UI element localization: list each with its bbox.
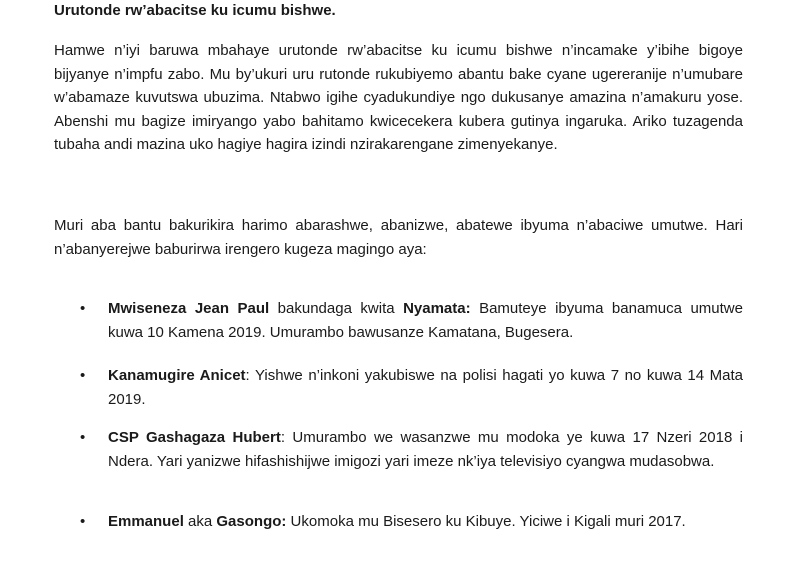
bullet-icon: • bbox=[80, 429, 86, 446]
document-heading: Urutonde rw’abacitse ku icumu bishwe. bbox=[54, 2, 336, 19]
victim-name: Emmanuel bbox=[108, 513, 184, 530]
intro-paragraph: Hamwe n’iyi baruwa mbahaye urutonde rw’abacitse ku icumu bishwe n’incamake y’ibihe bigoye bijyanye n’impfu zabo. Mu by’ukuri uru rutonde rukubiyemo abantu bake cyane ugereranije n’umubare w’abamaze kuvutswa ubuzima. Ntabwo igihe cyadukundiye ngo dukusanye amazina n’amakuru yose. Abenshi mu bagize imiryango yabo bahitamo kwicecekera kubera gutinya ingaruka. Ariko tuzagenda tubaha andi mazina uko hagiye hagira izindi nzirakarengane zimenyekanye. bbox=[54, 42, 743, 154]
victim-name-connector: aka bbox=[183, 513, 217, 530]
victim-name-connector: bakundaga kwita bbox=[269, 300, 404, 317]
victim-name: CSP Gashagaza Hubert bbox=[108, 429, 281, 446]
list-item bbox=[54, 426, 743, 473]
list-item-text bbox=[108, 364, 743, 411]
list-item-text bbox=[108, 426, 743, 473]
victim-details: Ukomoka mu Bisesero ku Kibuye. Yiciwe i Kigali muri 2017. bbox=[286, 513, 686, 530]
list-item-text bbox=[108, 510, 743, 534]
bullet-icon: • bbox=[80, 513, 86, 530]
list-item bbox=[54, 364, 743, 411]
victim-details: Bamuteye ibyuma banamuca umutwe kuwa 10 Kamena 2019. Umurambo bawusanze Kamatana, Bugesera. bbox=[108, 300, 743, 341]
list-item bbox=[54, 510, 743, 534]
list-item bbox=[54, 297, 743, 344]
victim-details: : Umurambo we wasanzwe mu modoka ye kuwa 17 Nzeri 2018 i Ndera. Yari yanizwe hifashishijwe imigozi yari imeze nk’iya televisiyo cyangwa mudasobwa. bbox=[108, 429, 743, 470]
victim-name: Kanamugire Anicet bbox=[108, 367, 246, 384]
bullet-icon: • bbox=[80, 300, 86, 317]
victim-details: : Yishwe n’inkoni yakubiswe na polisi hagati yo kuwa 7 no kuwa 14 Mata 2019. bbox=[108, 367, 743, 408]
list-item-text bbox=[108, 297, 743, 344]
bullet-icon: • bbox=[80, 367, 86, 384]
victim-alias: Nyamata: bbox=[403, 300, 471, 317]
victim-name: Mwiseneza Jean Paul bbox=[108, 300, 270, 317]
victim-alias: Gasongo: bbox=[216, 513, 287, 530]
victims-description-paragraph: Muri aba bantu bakurikira harimo abarashwe, abanizwe, abatewe ibyuma n’abaciwe umutwe. Hari n’abanyerejwe baburirwa irengero kugeza magingo aya: bbox=[54, 217, 743, 258]
